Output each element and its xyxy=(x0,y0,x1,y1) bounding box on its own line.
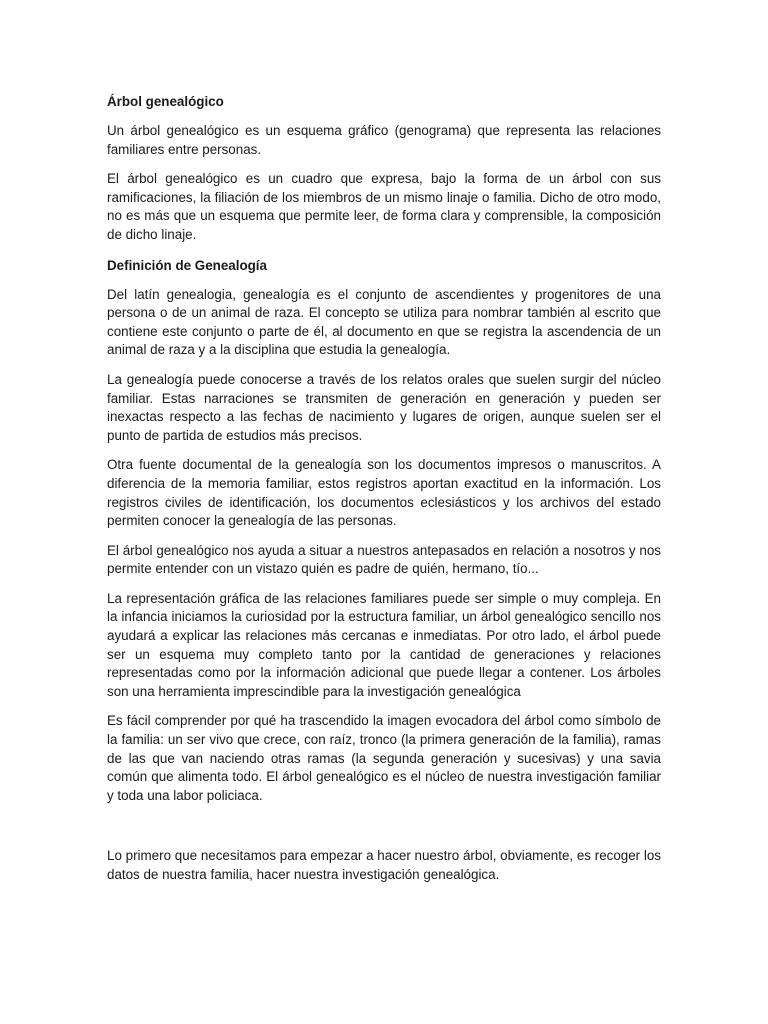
document-page xyxy=(107,92,661,896)
body-paragraph: La representación gráfica de las relaciones familiares puede ser simple o muy compleja. En la infancia iniciamos la curiosidad por la estructura familiar, un árbol genealógico sencillo nos ayudará a explicar las relaciones más cercanas e inmediatas. Por otro lado, el árbol puede ser un esquema muy completo tanto por la cantidad de generaciones y relaciones representadas como por la información adicional que puede llegar a contener. Los árboles son una herramienta imprescindible para la investigación genealógica xyxy=(107,590,661,699)
document-title: Árbol genealógico xyxy=(107,94,224,109)
body-paragraph: Del latín genealogia, genealogía es el conjunto de ascendientes y progenitores de una persona o de un animal de raza. El concepto se utiliza para nombrar también al escrito que contiene este conjunto o parte de él, al documento en que se registra la ascendencia de un animal de raza y a la disciplina que estudia la genealogía. xyxy=(107,286,661,358)
body-paragraph: El árbol genealógico nos ayuda a situar a nuestros antepasados en relación a nosotros y nos permite entender con un vistazo quién es padre de quién, hermano, tío... xyxy=(107,542,661,577)
closing-paragraph: Lo primero que necesitamos para empezar a hacer nuestro árbol, obviamente, es recoger los datos de nuestra familia, hacer nuestra investigación genealógica. xyxy=(107,848,661,882)
intro-paragraph: Un árbol genealógico es un esquema gráfico (genograma) que representa las relaciones familiares entre personas. xyxy=(107,123,661,157)
section-heading: Definición de Genealogía xyxy=(107,257,267,273)
body-paragraph: La genealogía puede conocerse a través de los relatos orales que suelen surgir del núcleo familiar. Estas narraciones se transmiten de generación en generación y pueden ser inexactas respecto a las fechas de nacimiento y lugares de origen, aunque suelen ser el punto de partida de estudios más precisos. xyxy=(107,371,661,443)
spacer xyxy=(107,816,661,847)
intro-paragraph: El árbol genealógico es un cuadro que expresa, bajo la forma de un árbol con sus ramificaciones, la filiación de los miembros de un mismo linaje o familia. Dicho de otro modo, no es más que un esquema que permite leer, de forma clara y comprensible, la composición de dicho linaje. xyxy=(107,171,661,242)
body-paragraph: Es fácil comprender por qué ha trascendido la imagen evocadora del árbol como símbolo de la familia: un ser vivo que crece, con raíz, tronco (la primera generación de la familia), ramas de las que van naciendo otras ramas (la segunda generación y sucesivas) y una savia común que alimenta todo. El árbol genealógico es el núcleo de nuestra investigación familiar y toda una labor policiaca. xyxy=(107,713,661,803)
body-paragraph: Otra fuente documental de la genealogía son los documentos impresos o manuscritos. A diferencia de la memoria familiar, estos registros aportan exactitud en la información. Los registros civiles de identificación, los documentos eclesiásticos y los archivos del estado permiten conocer la genealogía de las personas. xyxy=(107,457,661,529)
